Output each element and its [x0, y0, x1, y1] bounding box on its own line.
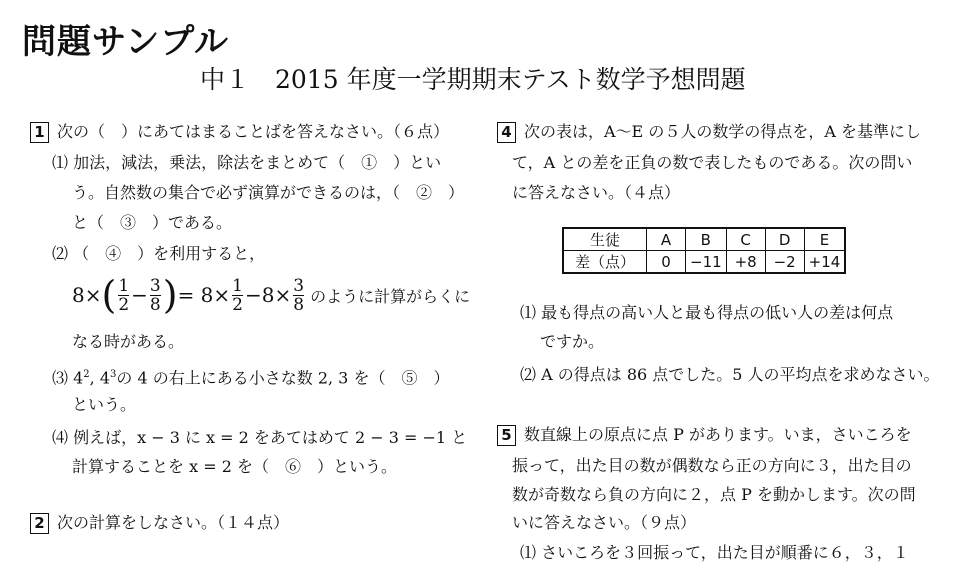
q4-number-box: 4	[497, 122, 516, 143]
table-cell: −2	[765, 251, 804, 274]
formula-tail-text: のように計算がらくに	[310, 286, 471, 306]
p3-text-c: の 4 の右上にある小さな数 2, 3 を（ ⑤ ）	[116, 368, 450, 388]
q4-sub2: ⑵ A の得点は 86 点でした。5 人の平均点を求めなさい。	[520, 365, 940, 384]
numerator: 3	[149, 275, 161, 296]
score-table	[562, 227, 846, 274]
q5-line3: 数が奇数なら負の方向に２，点 P を動かします。次の問	[512, 485, 916, 504]
table-cell: 0	[647, 251, 686, 274]
q4-line2: て，A との差を正負の数で表したものである。次の問い	[512, 153, 913, 172]
table-cell: C	[726, 228, 765, 251]
table-cell: E	[804, 228, 845, 251]
q1-p1-line3: と（ ③ ）である。	[72, 213, 233, 232]
numerator: 1	[118, 275, 130, 296]
formula-8x: 8×	[72, 283, 102, 307]
q1-p1-line2: う。自然数の集合で必ず演算ができるのは，（ ② ）	[72, 183, 465, 202]
table-cell: +8	[726, 251, 765, 274]
denominator: 2	[118, 294, 130, 315]
q1-p2-line1: ⑵ （ ④ ）を利用すると，	[52, 244, 266, 263]
fraction-one-half-a	[118, 277, 129, 314]
q1-p3-line2: という。	[72, 395, 137, 414]
formula-paren-open: (	[101, 273, 117, 317]
table-cell: −11	[686, 251, 727, 274]
sample-label: 問題サンプル	[22, 22, 229, 62]
table-header-row	[563, 228, 845, 251]
denominator: 8	[149, 294, 161, 315]
q2-number-box: 2	[30, 513, 49, 534]
denominator: 8	[293, 294, 305, 315]
q5-number-box: 5	[497, 425, 516, 446]
q1-stem: 次の（ ）にあてはまることばを答えなさい。（６点）	[57, 122, 450, 141]
q1-p4-line2: 計算することを x = 2 を（ ⑥ ）という。	[72, 457, 397, 476]
score-table-wrap	[562, 227, 846, 274]
table-row	[563, 251, 845, 274]
q1-p1-line1: ⑴ 加法，減法，乗法，除法をまとめて（ ① ）とい	[52, 153, 442, 172]
q1-number-box: 1	[30, 122, 49, 143]
formula-paren-close: )	[162, 273, 178, 317]
table-cell: A	[647, 228, 686, 251]
q5-text-l1: 数直線上の原点に点 P があります。いま，さいころを	[524, 425, 912, 444]
q5-line4: いに答えなさい。（９点）	[512, 513, 697, 532]
q4-line1	[497, 117, 921, 146]
formula-minus: −	[131, 283, 148, 307]
table-cell: +14	[804, 251, 845, 274]
p3-text-a: ⑶ 4	[52, 368, 84, 388]
q5-line2: 振って，出た目の数が偶数なら正の方向に３，出た目の	[512, 456, 912, 475]
table-cell: 差（点）	[563, 251, 647, 274]
numerator: 3	[293, 275, 305, 296]
table-cell: 生徒	[563, 228, 647, 251]
p3-superscript-2: 3	[110, 369, 117, 380]
table-cell: B	[686, 228, 727, 251]
p3-text-b: , 4	[89, 368, 111, 388]
numerator: 1	[232, 275, 243, 296]
q5-line1	[497, 420, 912, 449]
q2-stem-line	[30, 508, 289, 537]
p3-superscript-1: 2	[83, 369, 90, 380]
denominator: 2	[232, 294, 243, 315]
q4-sub1-line1: ⑴ 最も得点の高い人と最も得点の低い人の差は何点	[520, 303, 894, 322]
q2-stem: 次の計算をしなさい。（１４点）	[57, 513, 290, 532]
q1-p3-line1	[52, 360, 449, 392]
q4-line3: に答えなさい。（４点）	[512, 183, 681, 202]
q5-sub1: ⑴ さいころを３回振って，出た目が順番に６，３，１	[520, 543, 909, 562]
fraction-three-eighths-b	[293, 277, 304, 314]
q1-p2-formula	[72, 270, 470, 320]
fraction-one-half-b	[232, 277, 243, 314]
q1-p2-line3: なる時がある。	[72, 332, 185, 351]
formula-equals: = 8×	[177, 283, 231, 307]
q1-stem-line	[30, 117, 449, 146]
formula-minus-8x: −8×	[245, 283, 292, 307]
table-cell: D	[765, 228, 804, 251]
q4-text-l1: 次の表は，A～E の５人の数学の得点を，A を基準にし	[524, 122, 921, 141]
q1-p4-line1: ⑷ 例えば，x − 3 に x = 2 をあてはめて 2 − 3 = −1 と	[52, 428, 468, 447]
q4-sub1-line2: ですか。	[540, 332, 605, 351]
exam-title: 中１ 2015 年度一学期期末テスト数学予想問題	[200, 65, 746, 94]
fraction-three-eighths-a	[150, 277, 161, 314]
